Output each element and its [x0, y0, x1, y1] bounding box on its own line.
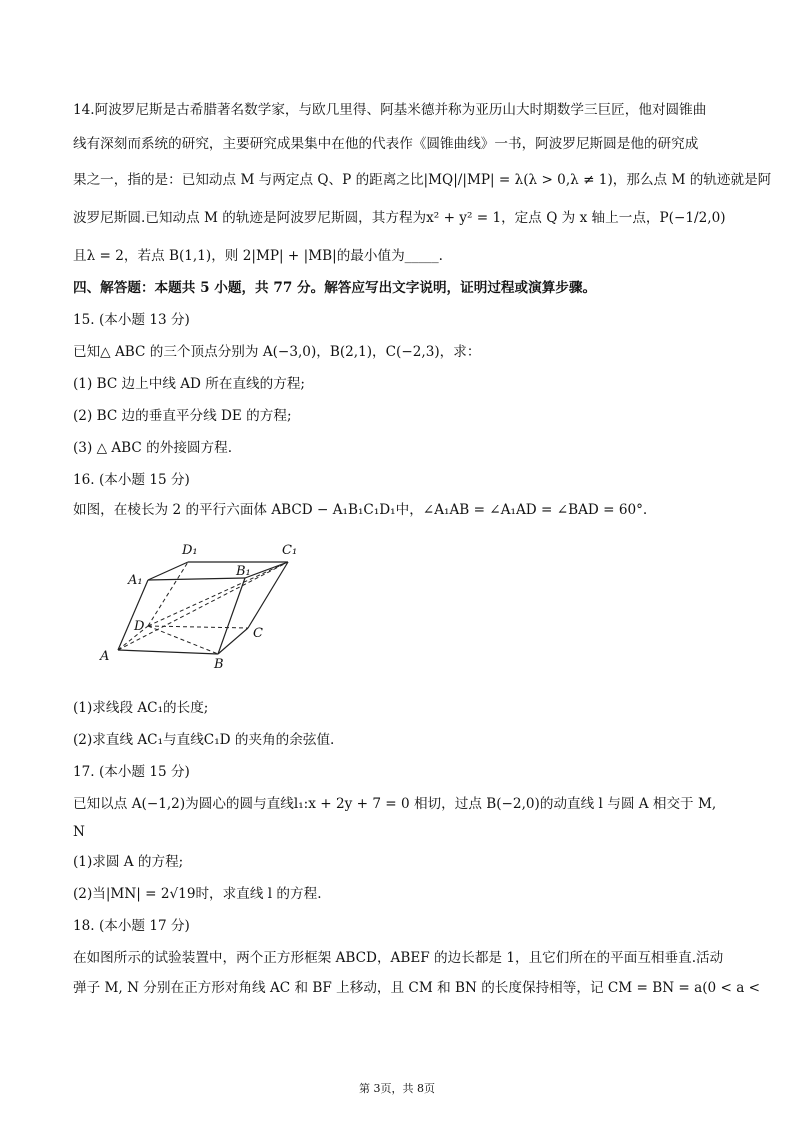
label-b: B [214, 657, 224, 668]
q14-line-1: 14.阿波罗尼斯是古希腊著名数学家，与欧几里得、阿基米德并称为亚历山大时期数学三巨匠，他对圆锥曲 [73, 102, 707, 118]
q14-line-5: 且λ = 2，若点 B(1,1)，则 2|MP| + |MB|的最小值为_____. [73, 248, 443, 264]
diag-dc1 [148, 562, 288, 626]
diag-db [148, 626, 218, 654]
label-c1: C₁ [282, 543, 298, 558]
label-a: A [100, 649, 110, 664]
q16-part-1: (1)求线段 AC₁的长度; [73, 700, 209, 716]
q15-part-3: (3) △ ABC 的外接圆方程. [73, 440, 233, 456]
q15-part-2: (2) BC 边的垂直平分线 DE 的方程; [73, 408, 292, 424]
q18-stem-2: 弹子 M, N 分别在正方形对角线 AC 和 BF 上移动，且 CM 和 BN 的长度保持相等，记 CM = BN = a(0 < a < [73, 980, 761, 996]
page-footer: 第 3页，共 8页 [359, 1082, 435, 1095]
q18-stem-1: 在如图所示的试验装置中，两个正方形框架 ABCD，ABEF 的边长都是 1，且它们所在的平面互相垂直.活动 [73, 950, 724, 966]
q18-heading: 18. (本小题 17 分) [73, 918, 190, 934]
q15-heading: 15. (本小题 13 分) [73, 312, 190, 328]
q17-stem-2: N [73, 824, 85, 840]
edge-a1b1 [148, 578, 245, 580]
label-b1: B₁ [236, 564, 251, 579]
q16-stem: 如图，在棱长为 2 的平行六面体 ABCD − A₁B₁C₁D₁中，∠A₁AB = ∠A₁AD = ∠BAD = 60°. [73, 502, 648, 518]
q14-line-2: 线有深刻而系统的研究，主要研究成果集中在他的代表作《圆锥曲线》一书，阿波罗尼斯圆是他的研究成 [73, 136, 699, 152]
label-c: C [253, 626, 263, 641]
edge-aa1 [118, 580, 148, 650]
q16-heading: 16. (本小题 15 分) [73, 472, 190, 488]
q14-line-4: 波罗尼斯圆.已知动点 M 的轨迹是阿波罗尼斯圆，其方程为x² + y² = 1，定点 Q 为 x 轴上一点，P(−1/2,0) [73, 210, 726, 226]
q17-part-1: (1)求圆 A 的方程; [73, 854, 184, 870]
q16-part-2: (2)求直线 AC₁与直线C₁D 的夹角的余弦值. [73, 732, 335, 748]
edge-ab [118, 650, 218, 654]
section-4-heading: 四、解答题：本题共 5 小题，共 77 分。解答应写出文字说明，证明过程或演算步骤。 [73, 280, 597, 296]
label-d1: D₁ [182, 543, 198, 558]
q15-stem: 已知△ ABC 的三个顶点分别为 A(−3,0)，B(2,1)，C(−2,3)，求： [73, 344, 481, 360]
label-d: D [134, 619, 145, 634]
q17-part-2: (2)当|MN| = 2√19时，求直线 l 的方程. [73, 886, 322, 902]
q15-part-1: (1) BC 边上中线 AD 所在直线的方程; [73, 376, 306, 392]
q17-stem-1: 已知以点 A(−1,2)为圆心的圆与直线l₁:x + 2y + 7 = 0 相切，过点 B(−2,0)的动直线 l 与圆 A 相交于 M, [73, 796, 717, 812]
label-a1: A₁ [128, 573, 143, 588]
q17-heading: 17. (本小题 15 分) [73, 764, 190, 780]
q14-line-3: 果之一，指的是：已知动点 M 与两定点 Q、P 的距离之比|MQ|/|MP| = λ(λ > 0,λ ≠ 1)，那么点 M 的轨迹就是阿 [73, 172, 772, 188]
parallelepiped-figure [90, 538, 310, 668]
